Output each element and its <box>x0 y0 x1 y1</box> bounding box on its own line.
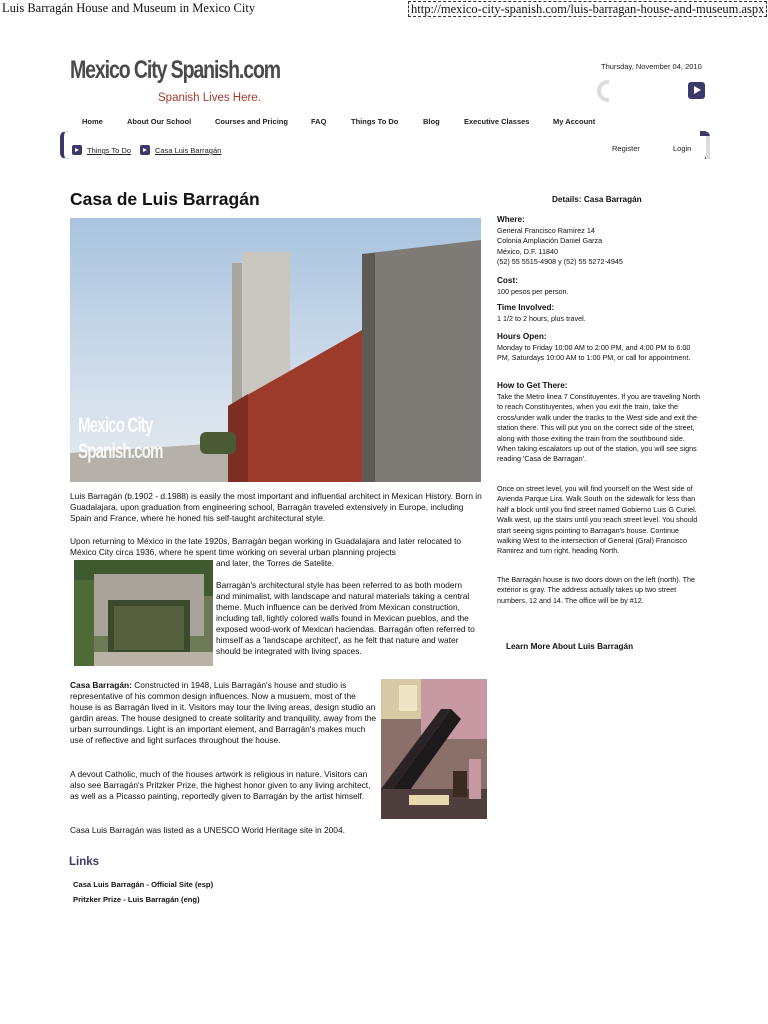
garden-pool-graphic <box>74 560 213 666</box>
time-section <box>497 302 702 324</box>
hero-photo-casa-barragan <box>70 218 481 482</box>
directions-label: How to Get There: <box>497 381 568 390</box>
logo-tagline: Spanish Lives Here. <box>158 92 261 104</box>
watermark-line-1: Mexico City <box>78 414 153 437</box>
hours-value: Monday to Friday 10:00 AM to 2:00 PM, and 4:00 PM to 6:00 PM, Saturdays 10:00 AM to 1:00 PM, or call for appointment. <box>497 343 691 363</box>
time-label: Time Involved: <box>497 303 555 312</box>
address-line: México, D.F. 11840 <box>497 246 558 256</box>
address-line: General Francisco Ramírez 14 <box>497 226 595 235</box>
nav-faq[interactable]: FAQ <box>311 117 327 126</box>
link-official-site[interactable]: Casa Luis Barragán - Official Site (esp) <box>73 880 214 889</box>
details-heading: Details: Casa Barragán <box>552 195 642 204</box>
breadcrumb-things-to-do[interactable]: Things To Do <box>87 146 132 155</box>
casa-barragan-label: Casa Barragán: <box>70 680 132 690</box>
site-logo[interactable] <box>70 56 281 114</box>
interior-stairs-photo <box>381 679 487 819</box>
header-date: Thursday, November 04, 2010 <box>601 62 702 71</box>
cost-label: Cost: <box>497 276 518 285</box>
intro-paragraph: Luis Barragán (b.1902 - d.1988) is easily the most important and influential architect in Mexican History. Born in Guadalajara, upon graduation from engineering school, Barragán traveled extensively in Europe, including Spain and France, where he honed his self-taught architectural style. <box>70 491 482 523</box>
interior-stairs-graphic <box>381 679 487 819</box>
link-pritzker-prize[interactable]: Pritzker Prize - Luis Barragán (eng) <box>73 895 200 904</box>
slideshow-prev-icon[interactable] <box>597 80 609 102</box>
address-line: Colonia Ampliación Daniel Garza <box>497 236 603 246</box>
print-page-url: http://mexico-city-spanish.com/luis-barragan-house-and-museum.aspx <box>408 1 767 17</box>
nav-courses-and-pricing[interactable]: Courses and Pricing <box>215 117 288 126</box>
nav-my-account[interactable]: My Account <box>553 117 596 126</box>
hours-label: Hours Open: <box>497 332 547 341</box>
casa-barragan-text: Constructed in 1948, Luis Barragán's house and studio is representative of his common design influences. Now a musuem, most of the house is as Barragán lived in it. Visitors may tour the living areas, design studio an gardin areas. The house designed to create solitarity and tranquility, away from the urban surroundings. Light is an important element, and Barragán's makes much use of reflective and light surfaces throughout the house. <box>70 680 377 745</box>
register-link[interactable]: Register <box>612 144 640 153</box>
phone-line: (52) 55 5515-4908 y (52) 55 5272-4945 <box>497 257 623 267</box>
career-paragraph: Upon returning to México in the late 1920s, Barragán began working in Guadalajara and later relocated to México City circa 1936, where he spent time working on several urban planning projects <box>70 536 462 557</box>
nav-about-our-school[interactable]: About Our School <box>127 117 192 126</box>
garden-pool-photo <box>74 560 213 666</box>
catholic-paragraph: A devout Catholic, much of the houses artwork is religious in nature. Visitors can also see Barragán's Pritzker Prize, the highest honor given to any living architect, as well as a Picasso painting, reportedly given to Barragán by the artist himself. <box>70 769 371 801</box>
time-value: 1 1/2 to 2 hours, plus travel. <box>497 314 586 323</box>
hours-section <box>497 331 702 364</box>
page-title: Casa de Luis Barragán <box>70 189 260 209</box>
login-link[interactable]: Login <box>673 144 692 153</box>
nav-executive-classes[interactable]: Executive Classes <box>464 117 530 126</box>
directions-step-1: Take the Metro linea 7 Constituyentes. If you are traveling North to reach Constituyentes, when you exit the train, take the cross/under walk under the tracks to the West side and exit the station there. This will put you on the correct side of the street, along with those exiting the train from the southbound side. When taking escalators up out of the station, you will see signs reading 'Casa de Barragan'. <box>497 392 700 464</box>
learn-more-link[interactable]: Learn More About Luis Barragán <box>506 642 634 651</box>
nav-blog[interactable]: Blog <box>423 117 440 126</box>
directions-step-2: Once on street level, you will find yourself on the West side of Avienda Parque Lira. Walk South on the sidewalk for less than half a block until you find street named Gobierno Luis G Curiel. Walk west, up the stairs until you reach street level. You should start seeing signs pointing to Barragan's house. Continue walking West to the intersection of General (Gral) Francisco Ramirez and turn right, heading North. <box>497 484 698 556</box>
print-page-title: Luis Barragán House and Museum in Mexico City <box>2 1 256 15</box>
breadcrumb-arrow-icon <box>72 145 82 155</box>
cost-value: 100 pesos per person. <box>497 287 569 296</box>
breadcrumb-bar-right-edge <box>700 131 710 159</box>
links-heading: Links <box>69 856 100 868</box>
where-label: Where: <box>497 215 525 224</box>
breadcrumb-bar-left-edge <box>60 131 68 159</box>
nav-home[interactable]: Home <box>82 117 103 126</box>
watermark-line-2: Spanish.com <box>78 440 163 463</box>
career-paragraph-end: and later, the Torres de Satelite. <box>216 558 335 568</box>
style-paragraph: Barragán's architectural style has been referred to as both modern and minimalist, with landscape and natural materials taking a central theme. Much influence can be derived from Mexican construction, including tall, lightly colored walls found in Mexican pueblos, and the exposed wood-work of Mexican haciendas. Barragán often referred to himself as a 'landscape architect', as he felt that nature and water should be integrated with living spaces. <box>216 580 475 656</box>
breadcrumb-arrow-icon <box>140 145 150 155</box>
nav-things-to-do[interactable]: Things To Do <box>351 117 399 126</box>
where-section <box>497 214 702 268</box>
logo-text: Mexico City Spanish.com <box>70 56 281 84</box>
directions-step-3: The Barragán house is two doors down on the left (north). The exterior is gray. The address actually takes up two street numbers, 12 and 14. The office will be by #12. <box>497 575 696 605</box>
breadcrumb-casa-luis-barragan[interactable]: Casa Luis Barragán <box>155 146 222 155</box>
cost-section <box>497 275 702 297</box>
directions-section <box>497 380 702 465</box>
casa-barragan-paragraph <box>70 680 376 746</box>
slideshow-next-icon[interactable] <box>688 82 705 99</box>
unesco-paragraph: Casa Luis Barragán was listed as a UNESCO World Heritage site in 2004. <box>70 825 345 835</box>
